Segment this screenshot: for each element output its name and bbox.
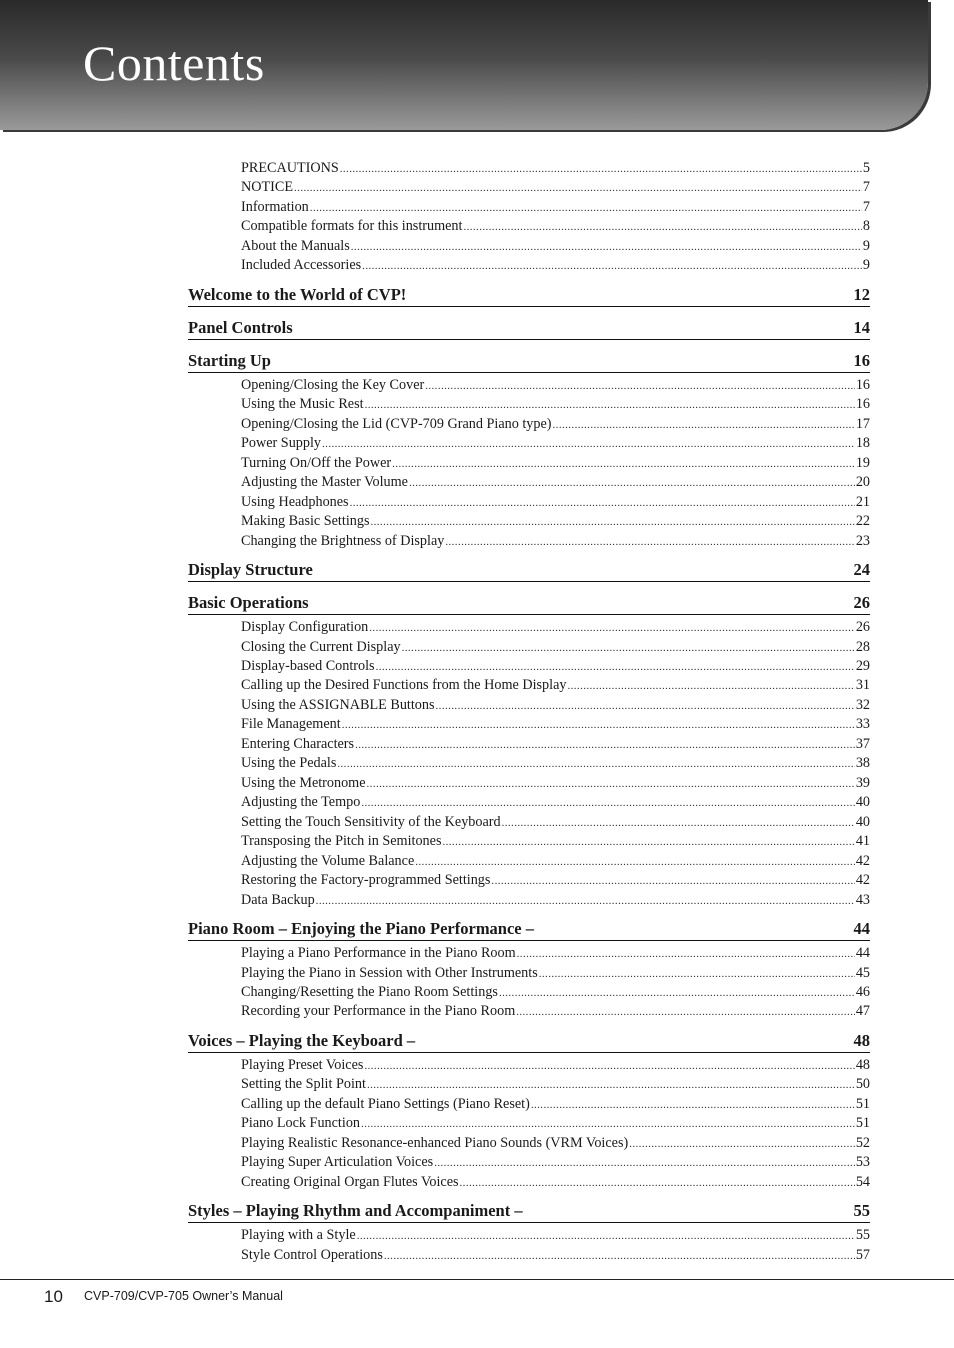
toc-entry-title: Display-based Controls: [241, 657, 375, 674]
table-of-contents: [188, 159, 870, 1265]
toc-entry[interactable]: [188, 964, 870, 983]
toc-entry-title: Calling up the default Piano Settings (Piano Reset): [241, 1095, 530, 1112]
footer-manual-name: CVP-709/CVP-705 Owner’s Manual: [84, 1289, 283, 1303]
toc-section-heading[interactable]: [188, 916, 870, 941]
dot-leader: [460, 1174, 855, 1193]
dot-leader: [517, 945, 855, 964]
toc-entry-page: 9: [862, 257, 870, 274]
toc-entry[interactable]: [188, 395, 870, 414]
toc-entry-title: Style Control Operations: [241, 1246, 383, 1263]
section-page: 24: [853, 560, 870, 580]
toc-entry-title: Piano Lock Function: [241, 1115, 361, 1132]
toc-entry-title: Display Configuration: [241, 619, 369, 636]
dot-leader: [361, 1115, 855, 1134]
toc-entry-title: About the Manuals: [241, 237, 350, 254]
toc-entry[interactable]: [188, 1134, 870, 1153]
dot-leader: [409, 474, 855, 493]
toc-entry[interactable]: [188, 1173, 870, 1192]
dot-leader: [499, 984, 855, 1003]
dot-leader: [531, 1096, 855, 1115]
section-title: Basic Operations: [188, 593, 309, 613]
page-title: Contents: [83, 35, 265, 91]
toc-entry-title: Recording your Performance in the Piano Room: [241, 1003, 516, 1020]
toc-entry[interactable]: [188, 256, 870, 275]
toc-entry-page: 45: [855, 964, 870, 981]
dot-leader: [369, 619, 855, 638]
toc-section-heading[interactable]: [188, 590, 870, 615]
header-banner: [0, 0, 928, 130]
toc-entry-title: Playing with a Style: [241, 1227, 356, 1244]
dot-leader: [629, 1135, 855, 1154]
toc-entry-page: 22: [855, 513, 870, 530]
section-page: 26: [853, 593, 870, 613]
toc-entry-page: 38: [855, 755, 870, 772]
section-page: 55: [853, 1201, 870, 1221]
toc-section-heading[interactable]: [188, 348, 870, 373]
toc-entry-page: 19: [855, 454, 870, 471]
toc-entry[interactable]: [188, 1056, 870, 1075]
section-title: Styles – Playing Rhythm and Accompaniment –: [188, 1201, 523, 1221]
toc-entry[interactable]: [188, 852, 870, 871]
dot-leader: [337, 755, 854, 774]
toc-entry-title: Using the Metronome: [241, 774, 366, 791]
toc-entry-page: 52: [855, 1134, 870, 1151]
toc-entry-page: 31: [855, 677, 870, 694]
dot-leader: [491, 872, 854, 891]
toc-entry-page: 39: [855, 774, 870, 791]
dot-leader: [553, 416, 855, 435]
toc-entry-page: 43: [855, 891, 870, 908]
toc-entry-page: 16: [855, 396, 870, 413]
toc-entry-page: 32: [855, 696, 870, 713]
toc-entry-page: 48: [855, 1056, 870, 1073]
toc-entry-page: 17: [855, 415, 870, 432]
toc-entry[interactable]: [188, 983, 870, 1002]
toc-entry-page: 55: [855, 1227, 870, 1244]
toc-entry[interactable]: [188, 454, 870, 473]
toc-entry[interactable]: [188, 473, 870, 492]
dot-leader: [445, 533, 854, 552]
toc-entry[interactable]: [188, 871, 870, 890]
dot-leader: [365, 396, 855, 415]
toc-entry[interactable]: [188, 493, 870, 512]
toc-entry-title: Using Headphones: [241, 493, 349, 510]
toc-entry-page: 51: [855, 1115, 870, 1132]
toc-entry[interactable]: [188, 376, 870, 395]
toc-entry-title: Changing/Resetting the Piano Room Settings: [241, 984, 498, 1000]
toc-entry-page: 40: [855, 813, 870, 830]
toc-entry-page: 26: [855, 619, 870, 636]
toc-entry-title: Closing the Current Display: [241, 638, 401, 655]
toc-entry-title: Playing the Piano in Session with Other Instruments: [241, 964, 538, 981]
dot-leader: [567, 677, 854, 696]
toc-section-heading[interactable]: [188, 557, 870, 582]
section-page: 16: [853, 350, 870, 370]
toc-entry-page: 7: [862, 179, 870, 196]
toc-entry[interactable]: [188, 198, 870, 217]
toc-entry[interactable]: [188, 638, 870, 657]
dot-leader: [355, 736, 855, 755]
toc-section-heading[interactable]: [188, 1198, 870, 1223]
toc-entry[interactable]: [188, 217, 870, 236]
toc-entry[interactable]: [188, 434, 870, 453]
dot-leader: [436, 697, 855, 716]
toc-entry-page: 18: [855, 435, 870, 452]
dot-leader: [376, 658, 855, 677]
dot-leader: [425, 377, 855, 396]
dot-leader: [294, 179, 862, 198]
dot-leader: [361, 794, 854, 813]
section-title: Piano Room – Enjoying the Piano Performance –: [188, 919, 535, 939]
dot-leader: [442, 833, 854, 852]
toc-entry[interactable]: [188, 512, 870, 531]
dot-leader: [502, 814, 855, 833]
dot-leader: [362, 257, 862, 276]
toc-entry-title: Information: [241, 198, 309, 215]
toc-entry-title: Using the Pedals: [241, 755, 337, 772]
toc-entry-title: Entering Characters: [241, 735, 355, 752]
toc-entry[interactable]: [188, 1002, 870, 1021]
section-page: 48: [853, 1030, 870, 1050]
toc-entry-page: 51: [855, 1095, 870, 1112]
toc-entry-title: File Management: [241, 716, 341, 733]
dot-leader: [364, 1057, 854, 1076]
toc-entry-title: Opening/Closing the Lid (CVP-709 Grand Piano type): [241, 415, 552, 432]
toc-entry[interactable]: [188, 1114, 870, 1133]
toc-entry[interactable]: [188, 696, 870, 715]
toc-entry[interactable]: [188, 618, 870, 637]
dot-leader: [340, 160, 862, 179]
toc-entry[interactable]: [188, 1226, 870, 1245]
toc-entry-title: Calling up the Desired Functions from the Home Display: [241, 677, 567, 694]
dot-leader: [322, 435, 855, 454]
section-title: Welcome to the World of CVP!: [188, 284, 407, 304]
toc-entry[interactable]: [188, 793, 870, 812]
toc-entry[interactable]: [188, 159, 870, 178]
toc-entry[interactable]: [188, 774, 870, 793]
dot-leader: [370, 513, 854, 532]
toc-section-heading[interactable]: [188, 1028, 870, 1053]
toc-entry-title: Data Backup: [241, 891, 315, 908]
toc-entry-title: Adjusting the Master Volume: [241, 474, 408, 491]
toc-entry[interactable]: [188, 891, 870, 910]
toc-entry-page: 8: [862, 218, 870, 235]
toc-entry-page: 33: [855, 716, 870, 733]
toc-entry-title: Restoring the Factory-programmed Settings: [241, 872, 491, 889]
toc-entry-title: Using the Music Rest: [241, 396, 364, 413]
toc-entry[interactable]: [188, 813, 870, 832]
footer-page-number: 10: [44, 1287, 63, 1306]
toc-entry-page: 37: [855, 735, 870, 752]
toc-entry-title: Playing a Piano Performance in the Piano Room: [241, 945, 516, 962]
toc-entry-page: 9: [862, 237, 870, 254]
toc-entry-title: Setting the Touch Sensitivity of the Keyboard: [241, 813, 501, 830]
toc-entry-title: PRECAUTIONS: [241, 160, 339, 176]
toc-entry-title: Creating Original Organ Flutes Voices: [241, 1173, 459, 1190]
toc-entry-page: 21: [855, 493, 870, 510]
toc-entry[interactable]: [188, 1246, 870, 1265]
toc-entry-title: Adjusting the Volume Balance: [241, 852, 415, 869]
toc-entry-page: 5: [862, 160, 870, 176]
toc-entry-page: 46: [855, 984, 870, 1000]
toc-entry-page: 7: [862, 198, 870, 215]
dot-leader: [516, 1003, 855, 1022]
dot-leader: [367, 1076, 855, 1095]
dot-leader: [402, 639, 855, 658]
dot-leader: [357, 1227, 855, 1246]
toc-entry-title: Changing the Brightness of Display: [241, 532, 445, 549]
toc-entry-page: 42: [855, 872, 870, 889]
toc-entry-page: 42: [855, 852, 870, 869]
toc-entry-title: Opening/Closing the Key Cover: [241, 376, 425, 393]
toc-entry[interactable]: [188, 415, 870, 434]
dot-leader: [415, 853, 855, 872]
dot-leader: [539, 965, 855, 984]
section-title: Starting Up: [188, 350, 271, 370]
toc-entry[interactable]: [188, 715, 870, 734]
toc-entry-page: 29: [855, 657, 870, 674]
toc-entry-page: 40: [855, 794, 870, 811]
dot-leader: [316, 892, 855, 911]
footer-divider: [0, 1279, 954, 1280]
toc-entry[interactable]: [188, 237, 870, 256]
toc-section-heading[interactable]: [188, 315, 870, 340]
toc-entry-title: Setting the Split Point: [241, 1076, 366, 1093]
toc-entry-page: 28: [855, 638, 870, 655]
dot-leader: [392, 455, 855, 474]
toc-entry-page: 16: [855, 376, 870, 393]
dot-leader: [384, 1247, 855, 1266]
toc-entry-page: 23: [855, 532, 870, 549]
toc-entry[interactable]: [188, 1095, 870, 1114]
section-page: 12: [853, 284, 870, 304]
dot-leader: [350, 494, 855, 513]
toc-entry-page: 50: [855, 1076, 870, 1093]
toc-entry-title: Power Supply: [241, 435, 322, 452]
toc-section-heading[interactable]: [188, 282, 870, 307]
toc-entry-page: 47: [855, 1003, 870, 1020]
toc-entry[interactable]: [188, 178, 870, 197]
toc-entry-page: 53: [855, 1154, 870, 1171]
toc-entry-title: Adjusting the Tempo: [241, 794, 361, 811]
toc-entry[interactable]: [188, 676, 870, 695]
toc-entry-title: Playing Realistic Resonance-enhanced Piano Sounds (VRM Voices): [241, 1134, 629, 1151]
dot-leader: [367, 775, 855, 794]
toc-entry-title: NOTICE: [241, 179, 294, 196]
toc-entry[interactable]: [188, 1153, 870, 1172]
dot-leader: [351, 238, 862, 257]
toc-entry-title: Using the ASSIGNABLE Buttons: [241, 696, 435, 713]
toc-entry-page: 41: [855, 833, 870, 850]
toc-entry[interactable]: [188, 754, 870, 773]
section-page: 44: [853, 919, 870, 939]
toc-entry[interactable]: [188, 832, 870, 851]
dot-leader: [434, 1154, 855, 1173]
toc-entry[interactable]: [188, 944, 870, 963]
toc-entry-page: 20: [855, 474, 870, 491]
toc-entry[interactable]: [188, 532, 870, 551]
toc-entry-title: Compatible formats for this instrument: [241, 218, 463, 235]
toc-entry-page: 44: [855, 945, 870, 962]
toc-entry[interactable]: [188, 1075, 870, 1094]
toc-entry-title: Playing Preset Voices: [241, 1056, 364, 1073]
section-title: Panel Controls: [188, 317, 293, 337]
section-title: Display Structure: [188, 560, 313, 580]
toc-entry-page: 54: [855, 1173, 870, 1190]
dot-leader: [310, 199, 862, 218]
toc-entry-title: Turning On/Off the Power: [241, 454, 392, 471]
dot-leader: [463, 218, 861, 237]
section-page: 14: [853, 317, 870, 337]
section-title: Voices – Playing the Keyboard –: [188, 1030, 416, 1050]
toc-entry-title: Playing Super Articulation Voices: [241, 1154, 434, 1171]
toc-entry-page: 57: [855, 1246, 870, 1263]
toc-entry[interactable]: [188, 735, 870, 754]
dot-leader: [342, 716, 855, 735]
toc-entry-title: Included Accessories: [241, 257, 362, 274]
toc-entry[interactable]: [188, 657, 870, 676]
toc-entry-title: Making Basic Settings: [241, 513, 370, 530]
toc-entry-title: Transposing the Pitch in Semitones: [241, 833, 442, 850]
